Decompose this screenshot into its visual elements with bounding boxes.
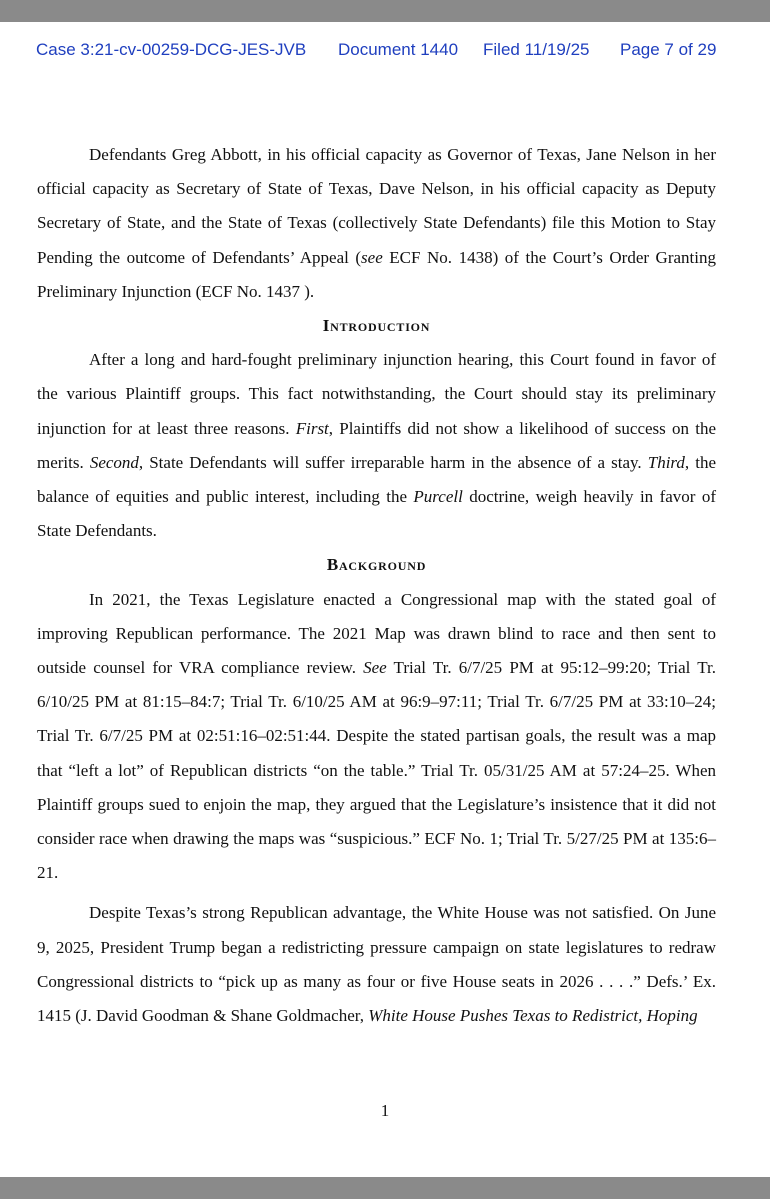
page-number: 1 — [380, 1101, 390, 1120]
filed-date: Filed 11/19/25 — [483, 40, 590, 59]
case-number: Case 3:21-cv-00259-DCG-JES-JVB — [36, 40, 307, 59]
heading-introduction: Introduction — [322, 316, 431, 336]
paragraph-motion: Defendants Greg Abbott, in his official capacity as Governor of Texas, Jane Nelson in her official capacity as Secretary of State of Texas, Dave Nelson, in his official capacity as Deputy Secretary of State, and the State of Texas (collectively State Defendants) file this Motion to Stay Pending the outcome of Defendants’ Appeal (see ECF No. 1438) of the Court’s Order Granting Preliminary Injunction (ECF No. 1437 ). — [37, 145, 716, 301]
case-header — [0, 40, 770, 66]
paragraph-white-house: Despite Texas’s strong Republican advantage, the White House was not satisfied. On June 9, 2025, President Trump began a redistricting pressure campaign on state legislatures to redraw Congressional districts to “pick up as many as four or five House seats in 2026 . . . .” Defs.’ Ex. 1415 (J. David Goodman & Shane Goldmacher, White House Pushes Texas to Redistrict, Hoping — [37, 903, 716, 1026]
paragraph-background-2021: In 2021, the Texas Legislature enacted a Congressional map with the stated goal of improving Republican performance. The 2021 Map was drawn blind to race and then sent to outside counsel for VRA compliance review. See Trial Tr. 6/7/25 PM at 95:12–99:20; Trial Tr. 6/10/25 PM at 81:15–84:7; Trial Tr. 6/10/25 AM at 96:9–97:11; Trial Tr. 6/7/25 PM at 33:10–24; Trial Tr. 6/7/25 PM at 02:51:16–02:51:44. Despite the stated partisan goals, the result was a map that “left a lot” of Republican districts “on the table.” Trial Tr. 05/31/25 AM at 57:24–25. When Plaintiff groups sued to enjoin the map, they argued that the Legislature’s insistence that it did not consider race when drawing the maps was “suspicious.” ECF No. 1; Trial Tr. 5/27/25 PM at 135:6–21. — [37, 589, 716, 883]
document-number: Document 1440 — [338, 40, 459, 59]
bottom-gray-bar — [0, 1177, 770, 1199]
page-indicator: Page 7 of 29 — [620, 40, 717, 59]
heading-background: Background — [326, 555, 427, 575]
top-gray-bar — [0, 0, 770, 22]
document-body — [37, 138, 716, 1033]
paragraph-introduction: After a long and hard-fought preliminary injunction hearing, this Court found in favor of the various Plaintiff groups. This fact notwithstanding, the Court should stay its preliminary injunction for at least three reasons. First, Plaintiffs did not show a likelihood of success on the merits. Second, State Defendants will suffer irreparable harm in the absence of a stay. Third, the balance of equities and public interest, including the Purcell doctrine, weigh heavily in favor of State Defendants. — [37, 350, 716, 541]
